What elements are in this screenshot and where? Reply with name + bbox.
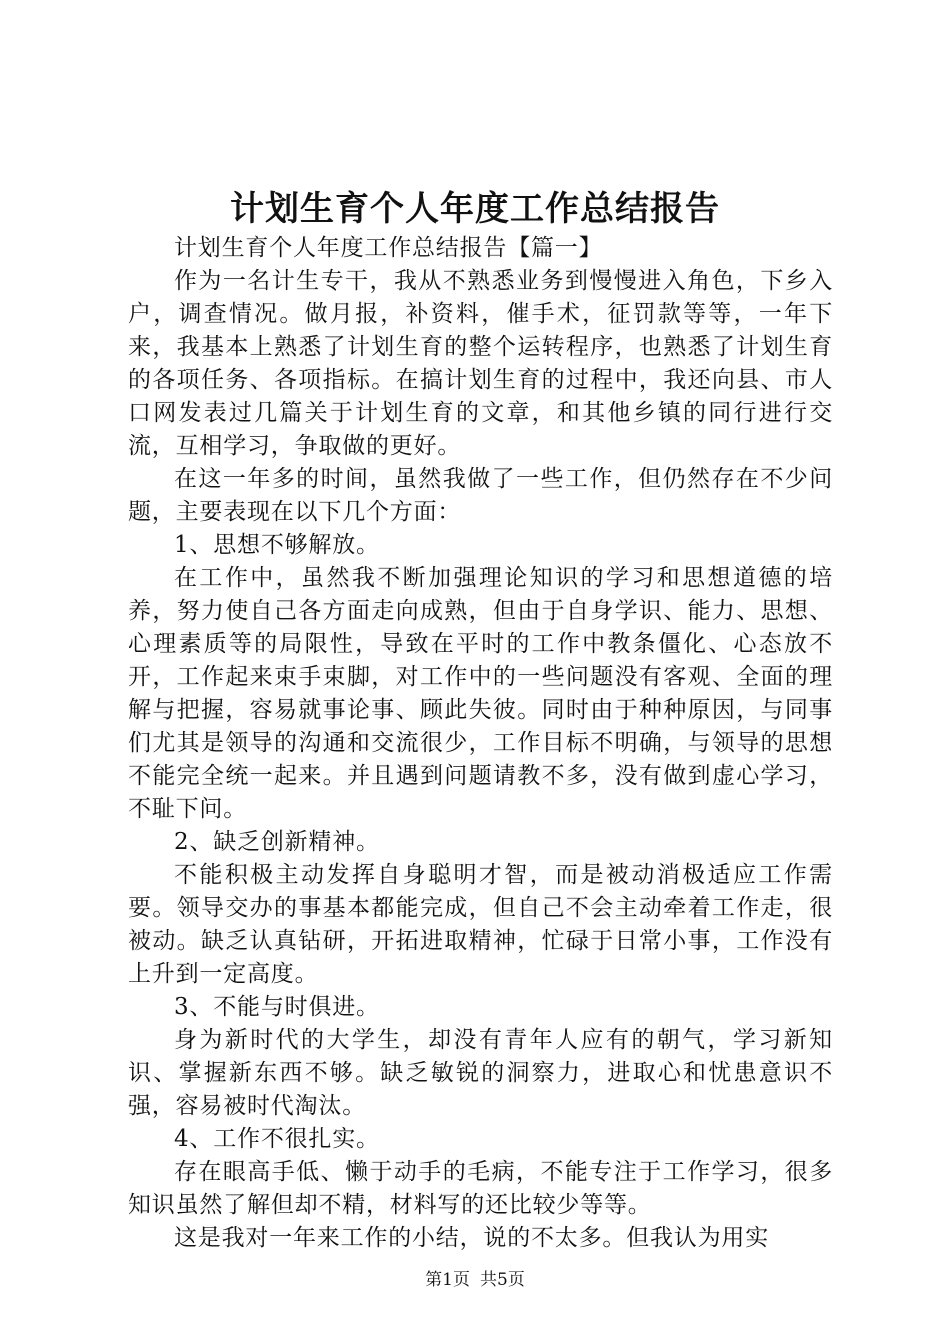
page-total: 共5页 [480,1270,525,1290]
page-footer [0,1268,950,1292]
document-title: 计划生育个人年度工作总结报告 [230,189,720,229]
page-number: 第1页 [425,1270,470,1290]
document-body [128,232,833,1255]
list-heading: 3、不能与时俱进。 [174,994,380,1020]
paragraph: 这是我对一年来工作的小结，说的不太多。但我认为用实 [174,1225,769,1251]
section-heading: 计划生育个人年度工作总结报告【篇一】 [174,235,603,261]
list-heading: 1、思想不够解放。 [174,532,380,558]
paragraph: 存在眼高手低、懒于动手的毛病，不能专注于工作学习，很多知识虽然了解但却不精，材料写的还比较少等等。 [128,1159,833,1218]
paragraph: 作为一名计生专干，我从不熟悉业务到慢慢进入角色，下乡入户，调查情况。做月报，补资料，催手术，征罚款等等，一年下来，我基本上熟悉了计划生育的整个运转程序，也熟悉了计划生育的各项任务、各项指标。在搞计划生育的过程中，我还向县、市人口网发表过几篇关于计划生育的文章，和其他乡镇的同行进行交流，互相学习，争取做的更好。 [128,268,833,459]
paragraph: 不能积极主动发挥自身聪明才智，而是被动消极适应工作需要。领导交办的事基本都能完成，但自己不会主动牵着工作走，很被动。缺乏认真钻研，开拓进取精神，忙碌于日常小事，工作没有上升到一定高度。 [128,862,833,987]
paragraph: 身为新时代的大学生，却没有青年人应有的朝气，学习新知识、掌握新东西不够。缺乏敏锐的洞察力，进取心和忧患意识不强，容易被时代淘汰。 [128,1027,833,1119]
paragraph: 在这一年多的时间，虽然我做了一些工作，但仍然存在不少问题，主要表现在以下几个方面： [128,466,833,525]
list-heading: 2、缺乏创新精神。 [174,829,380,855]
paragraph: 在工作中，虽然我不断加强理论知识的学习和思想道德的培养，努力使自己各方面走向成熟，但由于自身学识、能力、思想、心理素质等的局限性，导致在平时的工作中教条僵化、心态放不开，工作起来束手束脚，对工作中的一些问题没有客观、全面的理解与把握，容易就事论事、顾此失彼。同时由于种种原因，与同事们尤其是领导的沟通和交流很少，工作目标不明确，与领导的思想不能完全统一起来。并且遇到问题请教不多，没有做到虚心学习，不耻下问。 [128,565,833,822]
list-heading: 4、工作不很扎实。 [174,1126,380,1152]
